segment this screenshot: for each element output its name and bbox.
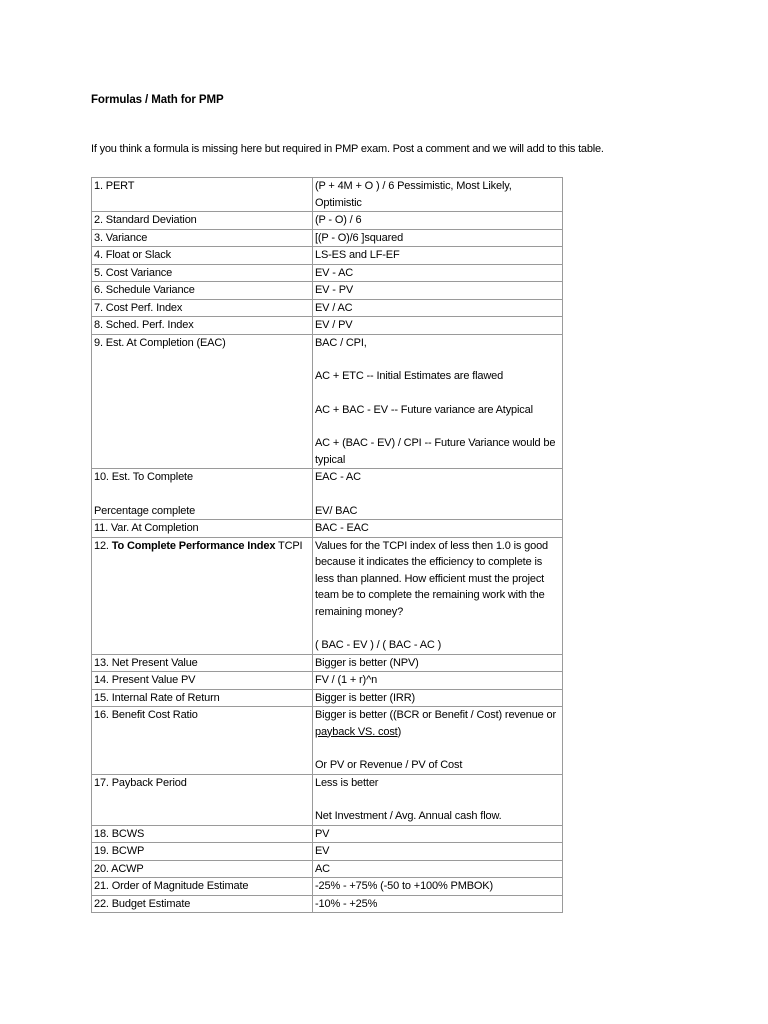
formula-name: 7. Cost Perf. Index xyxy=(92,299,313,317)
formula-value: PV xyxy=(313,825,563,843)
formula-name: 3. Variance xyxy=(92,229,313,247)
formula-value xyxy=(313,537,563,654)
formula-name: 5. Cost Variance xyxy=(92,264,313,282)
formula-value: EV xyxy=(313,843,563,861)
formula-value: EV - AC xyxy=(313,264,563,282)
formula-line: AC + ETC -- Initial Estimates are flawed xyxy=(315,370,504,382)
table-row xyxy=(92,654,563,672)
formula-text: ) xyxy=(397,725,402,738)
name-prefix: 12. xyxy=(94,539,112,552)
formula-name: 14. Present Value PV xyxy=(92,672,313,690)
formula-value: FV / (1 + r)^n xyxy=(313,672,563,690)
table-row xyxy=(92,825,563,843)
table-row xyxy=(92,317,563,335)
formula-line: EV/ BAC xyxy=(315,504,358,517)
formula-line: Values for the TCPI index of less then 1.0 is good because it indicates the efficiency to complete is less than planned. How efficient must the project team be to complete the remaining work with the remaining money? xyxy=(315,539,549,618)
formula-value: AC xyxy=(313,860,563,878)
formula-name: 21. Order of Magnitude Estimate xyxy=(92,878,313,896)
formula-value: -10% - +25% xyxy=(313,895,563,913)
table-row xyxy=(92,247,563,265)
formula-name-line: 10. Est. To Complete xyxy=(94,471,193,483)
formula-text: Bigger is better ((BCR or Benefit / Cost) revenue or xyxy=(315,709,557,721)
formula-underlined-text: payback VS. cost xyxy=(315,725,398,738)
formula-value: BAC - EAC xyxy=(313,520,563,538)
formula-name: 16. Benefit Cost Ratio xyxy=(92,707,313,775)
formula-value: LS-ES and LF-EF xyxy=(313,247,563,265)
table-row xyxy=(92,843,563,861)
table-row xyxy=(92,895,563,913)
formula-line xyxy=(315,707,561,740)
formula-value xyxy=(313,334,563,469)
table-row xyxy=(92,178,563,212)
name-bold: To Complete Performance Index xyxy=(111,539,276,552)
formula-name: 20. ACWP xyxy=(92,860,313,878)
formula-name xyxy=(92,469,313,520)
formula-value xyxy=(313,469,563,520)
table-row xyxy=(92,282,563,300)
table-row xyxy=(92,264,563,282)
table-row xyxy=(92,520,563,538)
table-row xyxy=(92,212,563,230)
formula-line: AC + BAC - EV -- Future variance are Atypical xyxy=(315,403,533,416)
formula-name: 13. Net Present Value xyxy=(92,654,313,672)
name-suffix: TCPI xyxy=(275,539,303,552)
formula-name: 2. Standard Deviation xyxy=(92,212,313,230)
table-row xyxy=(92,469,563,520)
table-row xyxy=(92,878,563,896)
formulas-table xyxy=(91,177,563,913)
formula-value: (P - O) / 6 xyxy=(313,212,563,230)
table-row xyxy=(92,299,563,317)
table-row xyxy=(92,537,563,654)
formula-value: EV - PV xyxy=(313,282,563,300)
formula-name: 19. BCWP xyxy=(92,843,313,861)
formula-value: (P + 4M + O ) / 6 Pessimistic, Most Likely, Optimistic xyxy=(313,178,563,212)
table-row xyxy=(92,334,563,469)
formula-name: 9. Est. At Completion (EAC) xyxy=(92,334,313,469)
table-row xyxy=(92,229,563,247)
formula-value xyxy=(313,774,563,825)
formula-line: Less is better xyxy=(315,776,379,789)
formula-name: 4. Float or Slack xyxy=(92,247,313,265)
formula-value: Bigger is better (NPV) xyxy=(313,654,563,672)
table-row xyxy=(92,672,563,690)
formula-name: 8. Sched. Perf. Index xyxy=(92,317,313,335)
formula-line: Net Investment / Avg. Annual cash flow. xyxy=(315,810,502,822)
formula-name: 15. Internal Rate of Return xyxy=(92,689,313,707)
formula-value: -25% - +75% (-50 to +100% PMBOK) xyxy=(313,878,563,896)
intro-text: If you think a formula is missing here but required in PMP exam. Post a comment and we will add to this table. xyxy=(91,143,604,155)
formula-name: 11. Var. At Completion xyxy=(92,520,313,538)
formula-line: AC + (BAC - EV) / CPI -- Future Variance would be typical xyxy=(315,437,556,466)
formula-name: 18. BCWS xyxy=(92,825,313,843)
table-row xyxy=(92,689,563,707)
formula-value: EV / AC xyxy=(313,299,563,317)
table-row xyxy=(92,774,563,825)
formula-name: 1. PERT xyxy=(92,178,313,212)
formula-value: EV / PV xyxy=(313,317,563,335)
table-row xyxy=(92,860,563,878)
formula-value xyxy=(313,707,563,775)
formula-line: EAC - AC xyxy=(315,471,361,483)
formula-value: [(P - O)/6 ]squared xyxy=(313,229,563,247)
formula-line: Or PV or Revenue / PV of Cost xyxy=(315,759,463,771)
formula-line: ( BAC - EV ) / ( BAC - AC ) xyxy=(315,639,442,651)
formula-name: 22. Budget Estimate xyxy=(92,895,313,913)
formula-name xyxy=(92,537,313,654)
formula-name: 17. Payback Period xyxy=(92,774,313,825)
formula-value: Bigger is better (IRR) xyxy=(313,689,563,707)
document-title: Formulas / Math for PMP xyxy=(91,94,224,106)
formula-name-line: Percentage complete xyxy=(94,504,196,517)
formula-name: 6. Schedule Variance xyxy=(92,282,313,300)
formula-line: BAC / CPI, xyxy=(315,336,367,349)
table-row xyxy=(92,707,563,775)
